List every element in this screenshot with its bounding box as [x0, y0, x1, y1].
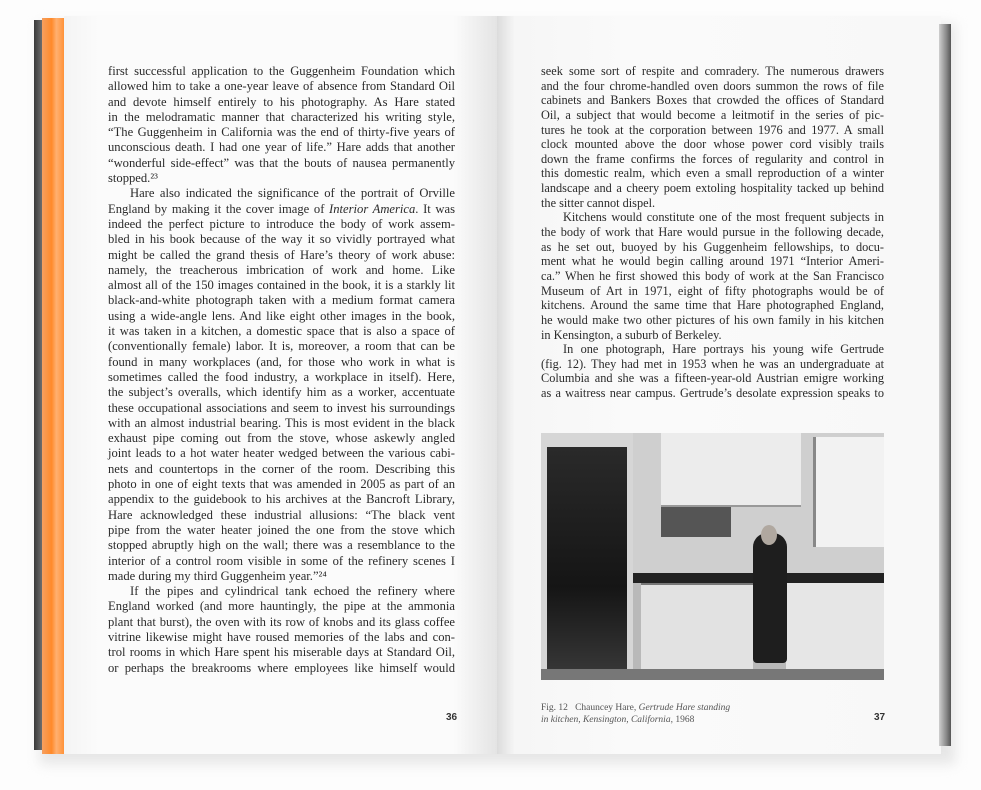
- text-line: trol rooms in which Hare spent his miserable days at Standard Oil,: [108, 645, 455, 660]
- text-line: bled in his book because of the way it so vividly portrayed what: [108, 232, 455, 247]
- caption-title: Gertrude Hare standing: [638, 703, 731, 713]
- text-line: England by making it the cover image of Interior America. It was: [108, 201, 455, 216]
- text-line: landscape and a cheery poem extoling hospitality tacked up behind: [541, 181, 884, 196]
- text-line: first successful application to the Guggenheim Foundation which: [108, 64, 455, 78]
- upper-cabinets: [661, 433, 801, 507]
- text-line: Oil, a subject that would become a leitmotif in the series of pic-: [541, 107, 884, 122]
- text-line: in Kensington, a suburb of Berkeley.: [541, 327, 722, 342]
- paragraph: [108, 186, 455, 584]
- text-line: these occupational associations and seem to invest his surroundings: [108, 400, 455, 415]
- text-line: with an almost industrial bearing. This is most evident in the black: [108, 415, 455, 430]
- text-line: “wonderful side-effect” was that the bouts of nausea permanently: [108, 155, 455, 170]
- text-line: tures he took at the corporation between 1976 and 1977. A small: [541, 122, 884, 137]
- caption-title-cont: in kitchen, Kensington, California,: [541, 715, 673, 725]
- text-line: almost all of the 150 images contained in the book, it is a starkly lit: [108, 278, 455, 293]
- text-line: Hare also indicated the significance of the portrait of Orville: [130, 186, 455, 201]
- woman-figure: [753, 533, 787, 663]
- text-line: namely, the treacherous imbrication of work and home. Like: [108, 262, 455, 277]
- caption-year: 1968: [675, 715, 695, 725]
- text-line: as a waitress near campus. Gertrude’s desolate expression speaks to: [541, 386, 884, 401]
- text-line: England worked (and more hauntingly, the pipe at the ammonia: [108, 599, 455, 614]
- book-title: Interior America: [329, 201, 416, 216]
- text-line: the body of work that Hare would pursue in the following decade,: [541, 225, 884, 240]
- text-line: Museum of Art in 1971, eight of fifty photographs would be of: [541, 283, 884, 298]
- right-page-text: [541, 64, 884, 401]
- text-line: indeed the perfect picture to introduce the body of work assem-: [108, 216, 455, 231]
- paragraph: [541, 342, 884, 401]
- woman-face: [761, 525, 777, 545]
- paragraph: [541, 210, 884, 342]
- text-line: unconscious death. I had one year of life.” Hare adds that another: [108, 140, 455, 155]
- lower-cabinets-left: [641, 583, 753, 680]
- caption-line-2: [541, 714, 730, 726]
- figure-caption: [541, 702, 730, 726]
- text-line: stopped.²³: [108, 171, 158, 186]
- page-number-left: 36: [446, 712, 458, 723]
- figure-12-photo-kitchen: [541, 433, 884, 680]
- text-line: In one photograph, Hare portrays his young wife Gertrude: [563, 342, 884, 357]
- text-line: in the melodramatic manner that characterized his writing style,: [108, 109, 455, 124]
- left-page-text: [108, 64, 455, 676]
- text-line: down the frame confirms the forces of regularity and control in: [541, 151, 884, 166]
- text-line: nets and countertops in the corner of the room. Describing this: [108, 461, 455, 476]
- text-line: ment what he would begin calling around 1971 “Interior Ameri-: [541, 254, 884, 269]
- text-line: interior of a control room visible in some of the refinery scenes I: [108, 553, 455, 568]
- text-line: Columbia and she was a fifteen-year-old Austrian emigre working: [541, 371, 884, 386]
- text-line: joint leads to a hot water heater wedged between the various cabi-: [108, 446, 455, 461]
- page-stack-orange-edge: [42, 18, 66, 754]
- text-line: and devote himself entirely to his photography. As Hare stated: [108, 94, 455, 109]
- lower-cabinets-right: [786, 583, 884, 673]
- text-line: ca.” When he first showed this body of work at the San Francisco: [541, 268, 884, 283]
- caption-author: Chauncey Hare,: [575, 703, 637, 713]
- text-line: appendix to the guidebook to his archives at the Bancroft Library,: [108, 492, 455, 507]
- text-line: as he set out, buoyed by his Guggenheim fellowships, to docu-: [541, 239, 884, 254]
- text-line: allowed him to take a one-year leave of absence from Standard Oil: [108, 79, 455, 94]
- text-line: might be called the grand thesis of Hare’s theory of work abuse:: [108, 247, 455, 262]
- doorway-dark: [547, 447, 627, 680]
- text-line: clock mounted above the door whose power cord visibly trails: [541, 137, 884, 152]
- text-line: pipe from the water heater joined the one from the stove which: [108, 522, 455, 537]
- text-line: Kitchens would constitute one of the most frequent subjects in: [563, 210, 884, 225]
- paragraph: [108, 64, 455, 186]
- text-line: stopped abruptly high on the wall; there was a resemblance to the: [108, 538, 455, 553]
- shelf: [661, 507, 731, 537]
- text-line: he would make two other pictures of his own family in his kitchen: [541, 312, 884, 327]
- text-line: cabinets and Bankers Boxes that crowded the offices of Standard: [541, 93, 884, 108]
- text-line: sometimes called the food industry, a workplace in itself). Here,: [108, 369, 455, 384]
- text-line: “The Guggenheim in California was the end of thirty-five years of: [108, 125, 455, 140]
- text-line: (fig. 12). They had met in 1953 when he was an undergraduate at: [541, 356, 884, 371]
- paragraph: [541, 64, 884, 210]
- window-curtains: [813, 437, 884, 547]
- text-line: made during my third Guggenheim year.”²⁴: [108, 568, 327, 583]
- text-line: or perhaps the breakrooms where employees like himself would: [108, 660, 455, 675]
- text-line: (conventionally female) labor. It is, moreover, a room that can be: [108, 339, 455, 354]
- caption-line-1: [541, 702, 730, 714]
- text-line: vitrine likewise might have roused memories of the labs and con-: [108, 629, 455, 644]
- text-line: kitchens. Around the same time that Hare photographed England,: [541, 298, 884, 313]
- text-line: found in many workplaces (and, for those who work in what is: [108, 354, 455, 369]
- caption-fig-label: Fig. 12: [541, 703, 568, 713]
- paragraph: [108, 584, 455, 676]
- right-page-stack: [939, 24, 951, 746]
- text-line: If the pipes and cylindrical tank echoed the refinery where: [130, 584, 455, 599]
- text-line: it was taken in a kitchen, a domestic space that is also a space of: [108, 324, 455, 339]
- text-line: and the four chrome-handled oven doors summon the rows of file: [541, 78, 884, 93]
- text-line: photo in one of eight texts that was amended in 2005 as part of an: [108, 477, 455, 492]
- text-line: black-and-white photograph taken with a medium format camera: [108, 293, 455, 308]
- text-line: seek some sort of respite and comradery. The numerous drawers: [541, 64, 884, 78]
- text-line: the subject’s overalls, which identify him as a worker, accentuate: [108, 385, 455, 400]
- floor: [541, 669, 884, 680]
- text-line: the sitter cannot dispel.: [541, 195, 656, 210]
- text-line: using a wide-angle lens. And like eight other images in the book,: [108, 308, 455, 323]
- text-line: this domestic realm, which even a small reproduction of a winter: [541, 166, 884, 181]
- text-line: exhaust pipe coming out from the stove, whose askewly angled: [108, 431, 455, 446]
- text-line: plant that burst), the oven with its row of knobs and its glass coffee: [108, 614, 455, 629]
- text-line: Hare acknowledged these industrial allusions: “The black vent: [108, 507, 455, 522]
- page-number-right: 37: [874, 712, 886, 723]
